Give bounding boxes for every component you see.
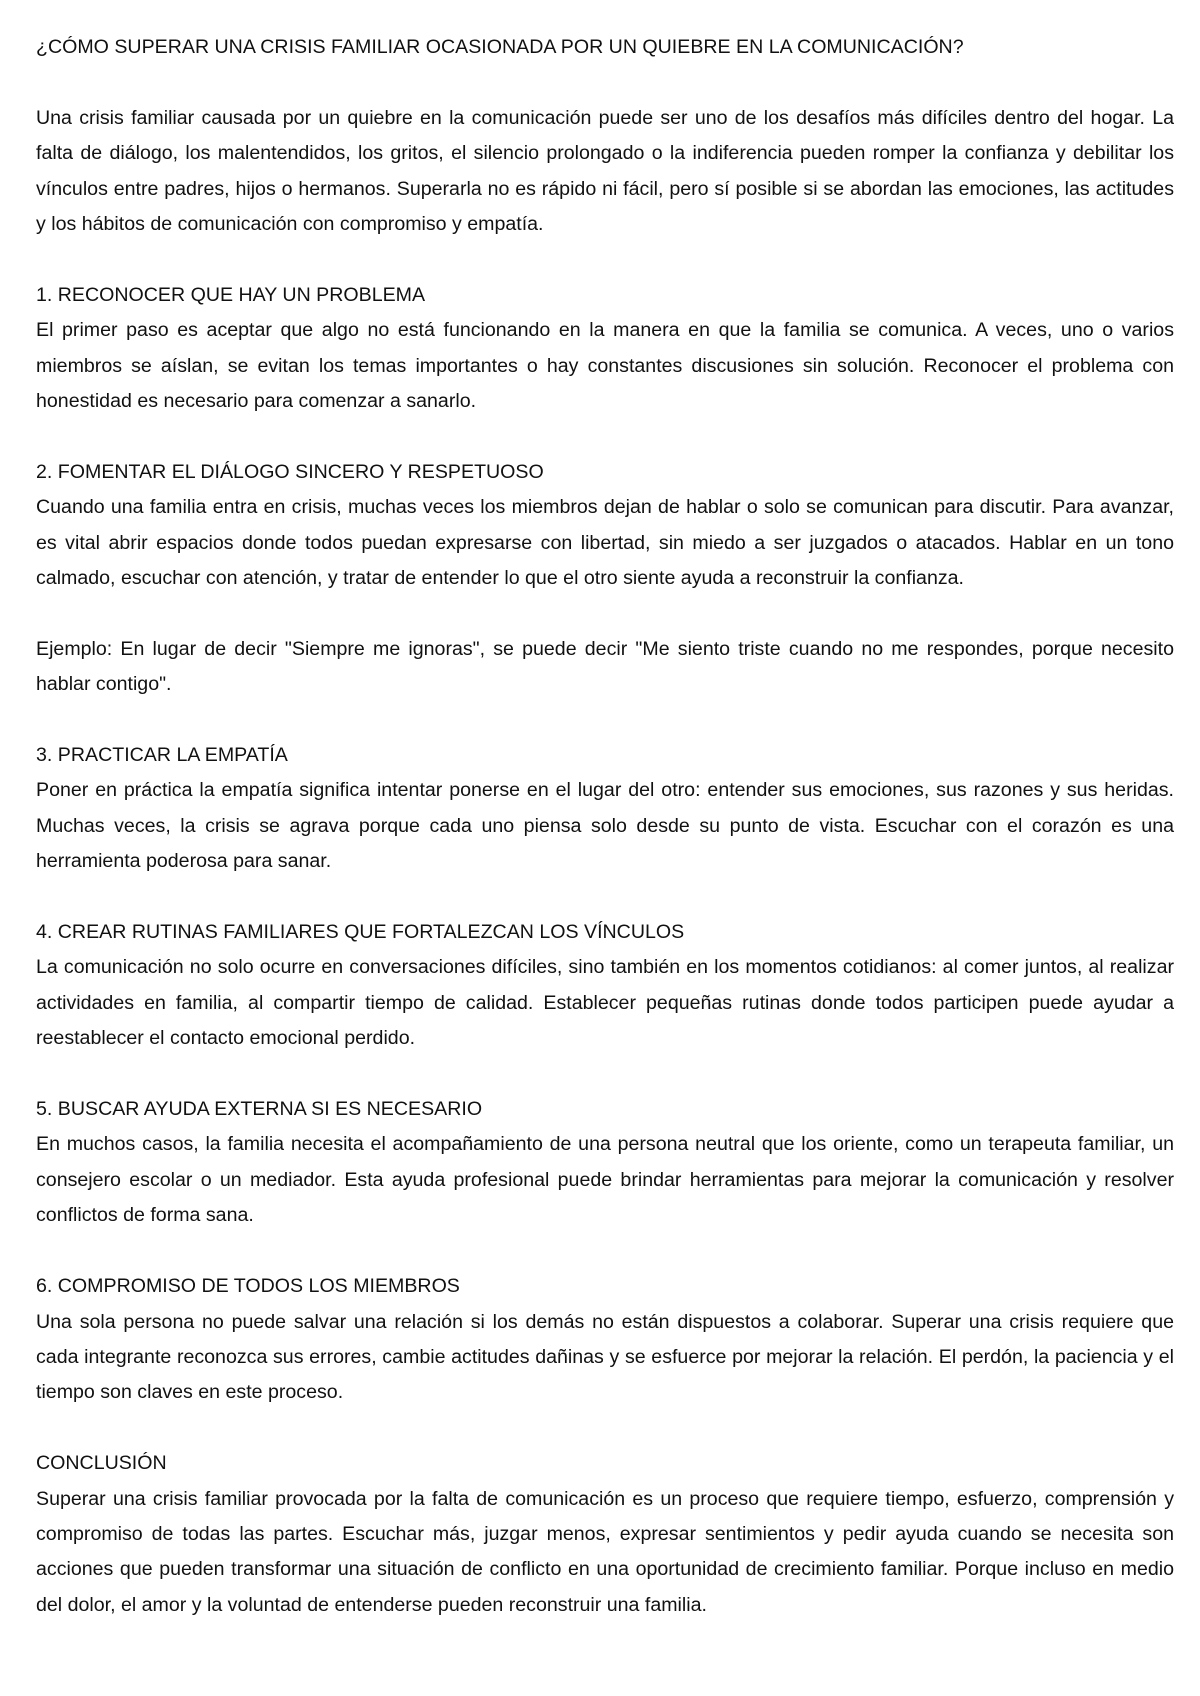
document-title: ¿CÓMO SUPERAR UNA CRISIS FAMILIAR OCASIONADA POR UN QUIEBRE EN LA COMUNICACIÓN? xyxy=(36,36,964,58)
section-dialogue xyxy=(36,455,1174,703)
spacer xyxy=(36,242,1174,277)
section-paragraph: Una sola persona no puede salvar una relación si los demás no están dispuestos a colaborar. Superar una crisis requiere que cada integrante reconozca sus errores, cambie actitudes dañinas y se esfuerce por mejorar la relación. El perdón, la paciencia y el tiempo son claves en este proceso. xyxy=(36,1310,1174,1404)
section-paragraph: El primer paso es aceptar que algo no está funcionando en la manera en que la familia se comunica. A veces, uno o varios miembros se aíslan, se evitan los temas importantes o hay constantes discusiones sin solución. Reconocer el problema con honestidad es necesario para comenzar a sanarlo. xyxy=(36,319,1174,413)
section-heading: 3. PRACTICAR LA EMPATÍA xyxy=(36,744,288,767)
spacer xyxy=(36,596,1174,631)
section-heading: 1. RECONOCER QUE HAY UN PROBLEMA xyxy=(36,283,426,306)
document-page xyxy=(36,30,1174,1623)
intro-paragraph: Una crisis familiar causada por un quiebre en la comunicación puede ser uno de los desafíos más difíciles dentro del hogar. La falta de diálogo, los malentendidos, los gritos, el silencio prolongado o la indiferencia pueden romper la confianza y debilitar los vínculos entre padres, hijos o hermanos. Superarla no es rápido ni fácil, pero sí posible si se abordan las emociones, las actitudes y los hábitos de comunicación con compromiso y empatía. xyxy=(36,106,1174,236)
spacer xyxy=(36,419,1174,454)
spacer xyxy=(36,703,1174,738)
section-heading: 4. CREAR RUTINAS FAMILIARES QUE FORTALEZCAN LOS VÍNCULOS xyxy=(36,921,685,944)
section-external-help xyxy=(36,1092,1174,1234)
section-conclusion xyxy=(36,1446,1174,1623)
section-paragraph: Superar una crisis familiar provocada por la falta de comunicación es un proceso que requiere tiempo, esfuerzo, comprensión y compromiso de todas las partes. Escuchar más, juzgar menos, expresar sentimientos y pedir ayuda cuando se necesita son acciones que pueden transformar una situación de conflicto en una oportunidad de crecimiento familiar. Porque incluso en medio del dolor, el amor y la voluntad de entenderse pueden reconstruir una familia. xyxy=(36,1487,1174,1616)
example-paragraph: Ejemplo: En lugar de decir "Siempre me ignoras", se puede decir "Me siento triste cuando no me respondes, porque necesito hablar contigo". xyxy=(36,637,1174,696)
section-paragraph: La comunicación no solo ocurre en conversaciones difíciles, sino también en los momentos cotidianos: al comer juntos, al realizar actividades en familia, al compartir tiempo de calidad. Establecer pequeñas rutinas donde todos participen puede ayudar a reestablecer el contacto emocional perdido. xyxy=(36,956,1174,1050)
section-recognize-problem xyxy=(36,278,1174,420)
spacer xyxy=(36,1057,1174,1092)
section-paragraph: Poner en práctica la empatía significa intentar ponerse en el lugar del otro: entender sus emociones, sus razones y sus heridas. Muchas veces, la crisis se agrava porque cada uno piensa solo desde su punto de vista. Escuchar con el corazón es una herramienta poderosa para sanar. xyxy=(36,779,1174,873)
section-paragraph: En muchos casos, la familia necesita el acompañamiento de una persona neutral que los oriente, como un terapeuta familiar, un consejero escolar o un mediador. Esta ayuda profesional puede brindar herramientas para mejorar la comunicación y resolver conflictos de forma sana. xyxy=(36,1133,1174,1227)
section-commitment xyxy=(36,1269,1174,1411)
section-family-routines xyxy=(36,915,1174,1057)
section-empathy xyxy=(36,738,1174,880)
spacer xyxy=(36,880,1174,915)
section-heading: 2. FOMENTAR EL DIÁLOGO SINCERO Y RESPETUOSO xyxy=(36,460,544,483)
section-heading: 5. BUSCAR AYUDA EXTERNA SI ES NECESARIO xyxy=(36,1098,483,1121)
spacer xyxy=(36,65,1174,100)
spacer xyxy=(36,1411,1174,1446)
section-heading: CONCLUSIÓN xyxy=(36,1452,167,1475)
section-heading: 6. COMPROMISO DE TODOS LOS MIEMBROS xyxy=(36,1275,460,1298)
section-paragraph: Cuando una familia entra en crisis, muchas veces los miembros dejan de hablar o solo se comunican para discutir. Para avanzar, es vital abrir espacios donde todos puedan expresarse con libertad, sin miedo a ser juzgados o atacados. Hablar en un tono calmado, escuchar con atención, y tratar de entender lo que el otro siente ayuda a reconstruir la confianza. xyxy=(36,496,1174,590)
spacer xyxy=(36,1234,1174,1269)
